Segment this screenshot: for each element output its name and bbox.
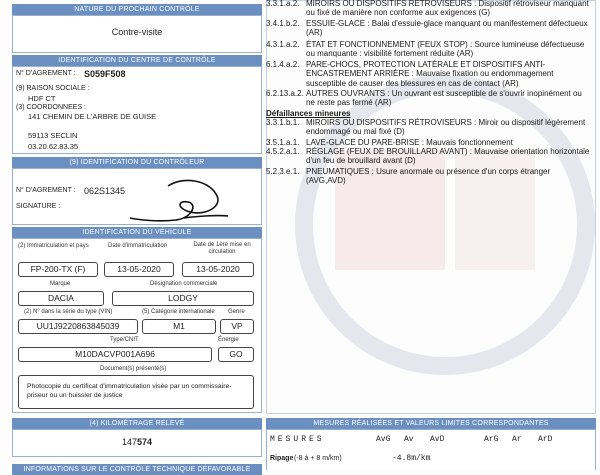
designation-value: LODGY	[112, 291, 254, 306]
controleur-agrement-label: N° D'AGREMENT :	[16, 187, 76, 194]
prochain-controle-header: NATURE DU PROCHAIN CONTRÔLE	[12, 4, 262, 15]
kilometrage-value	[122, 437, 152, 447]
mesures-col-avd: AvD	[430, 435, 445, 444]
type-label: Type/CNIT	[110, 337, 139, 343]
mineure-text: MIROIRS OU DISPOSITIFS RÉTROVISEURS : Miroir ou dispositif légèrement endommagé ou mal fixé (D)	[306, 118, 586, 137]
mineure-code: 4.5.2.a.1.	[266, 147, 300, 156]
documents-value: Photocopie du certificat d'immatriculation visée par un commissaire-priseur ou un huissier de justice	[18, 375, 254, 409]
defaut-code: 3.3.1.a.2.	[266, 0, 300, 8]
mesures-title: MESURES	[270, 435, 325, 444]
energie-label: Énergie	[218, 337, 239, 343]
mineure-text: LAVE-GLACE DU PARE-BRISE : Mauvais fonctionnement	[306, 138, 513, 147]
marque-value: DACIA	[18, 291, 104, 306]
genre-label: Genre	[228, 309, 245, 315]
defaut-item	[266, 40, 590, 59]
mesures-col-ard: ArD	[538, 435, 553, 444]
defaut-text: ESSUIE-GLACE : Balai d'essuie-glace manquant ou manifestement défectueux (AR)	[306, 19, 588, 38]
centre-agrement-label: N° D'AGREMENT :	[16, 70, 76, 77]
defaut-code: 6.2.13.a.2.	[266, 89, 304, 98]
mesures-col-avg: AvG	[376, 435, 391, 444]
defaut-item	[266, 60, 590, 88]
defaut-text: ÉTAT ET FONCTIONNEMENT (FEUX STOP) : Source lumineuse défectueuse ou manquante : visibilité fortement réduite (AR)	[306, 40, 585, 59]
defaut-text: AUTRES OUVRANTS : Un ouvrant est susceptible de s'ouvrir inopinément ou ne reste pas fermé (AR)	[306, 89, 582, 108]
mineure-code: 5.2.3.e.1.	[266, 167, 300, 176]
prochain-controle-value: Contre-visite	[111, 27, 163, 37]
ripage-range: (-8 à + 8 m/km)	[294, 455, 342, 462]
mineure-item	[266, 167, 590, 186]
ripage-label: Ripage	[270, 455, 294, 462]
genre-value: VP	[220, 319, 254, 334]
mineure-text: PNEUMATIQUES : Usure anormale ou présence d'un corps étranger (AVG,AVD)	[306, 167, 551, 186]
vin-label: (2) N° dans la série du type (VIN)	[24, 309, 113, 315]
centre-address: 141 CHEMIN DE L'ARBRE DE GUISE	[28, 112, 157, 121]
kilometrage-value-light: 147	[122, 437, 138, 447]
controleur-agrement-value: 062S1345	[84, 186, 126, 196]
defaut-item	[266, 0, 590, 18]
defaut-item	[266, 19, 590, 38]
vin-value: UU1J9220863845039	[18, 319, 138, 334]
categorie-value: M1	[142, 319, 216, 334]
kilometrage-header: (4) KILOMÉTRAGE RELEVÉ	[12, 418, 262, 429]
kilometrage-value-bold: 574	[137, 437, 153, 447]
date-first-label: Date de 1ère mise en circulation	[193, 242, 251, 255]
defaut-text: MIROIRS OU DISPOSITIFS RÉTROVISEURS : Dispositif rétroviseur manquant ou fixé de manière non conforme aux exigences (G)	[306, 0, 589, 18]
vehicule-header: IDENTIFICATION DU VÉHICULE	[12, 227, 262, 238]
ripage-value: -4.8m/km	[392, 454, 431, 463]
signature-drawing	[128, 172, 238, 224]
informations-header: INFORMATIONS SUR LE CONTRÔLE TECHNIQUE DÉFAVORABLE	[12, 464, 262, 475]
mineure-item	[266, 118, 590, 137]
centre-raison-label: (9) RAISON SOCIALE :	[16, 85, 90, 92]
defaut-code: 4.3.1.a.2.	[266, 40, 300, 49]
mineure-item	[266, 147, 590, 166]
mesures-col-ar: Ar	[512, 435, 522, 444]
mineures-title: Défaillances mineures	[266, 109, 351, 118]
controleur-signature-label: SIGNATURE :	[16, 203, 61, 210]
mineure-code: 3.3.1.b.1.	[266, 118, 300, 127]
categorie-label: (5) Catégorie internationale	[142, 309, 215, 315]
defaut-item	[266, 89, 590, 108]
date-immat-value: 13-05-2020	[104, 262, 174, 277]
type-value: M10DACVP001A696	[18, 347, 212, 362]
centre-raison-value: HDF CT	[28, 94, 56, 103]
centre-city: 59113 SECLIN	[28, 131, 78, 140]
immat-label: (2) Immatriculation et pays	[18, 243, 89, 249]
energie-value: GO	[218, 347, 254, 362]
defaut-code: 6.1.4.a.2.	[266, 60, 300, 69]
mineure-code: 3.5.1.a.1.	[266, 138, 300, 147]
mesures-header: MESURES RÉALISÉES ET VALEURS LIMITES CORRESPONDANTES	[266, 418, 596, 429]
defaut-text: PARE-CHOCS, PROTECTION LATÉRALE ET DISPOSITIFS ANTI-ENCASTREMENT ARRIÈRE : Mauvaise fixation ou endommagement susceptible de causer des blessures en cas de contact (AR)	[306, 60, 554, 88]
immat-value: FP-200-TX (F)	[18, 262, 98, 277]
centre-header: IDENTIFICATION DU CENTRE DE CONTRÔLE	[12, 55, 262, 66]
mesures-col-arg: ArG	[484, 435, 499, 444]
documents-label: Document(s) présenté(s)	[100, 366, 167, 372]
defaut-code: 3.4.1.b.2.	[266, 19, 300, 28]
centre-coord-label: (3) COORDONNEES :	[16, 104, 87, 111]
designation-label: Désignation commerciale	[150, 281, 218, 287]
centre-phone: 03.20.62.83.35	[28, 142, 79, 151]
mineure-item	[266, 138, 590, 147]
controleur-header: (9) IDENTIFICATION DU CONTRÔLEUR	[12, 157, 262, 168]
marque-label: Marque	[50, 281, 71, 287]
centre-agrement-value: S059F508	[84, 69, 126, 79]
mesures-col-av: Av	[404, 435, 414, 444]
mineure-text: RÉGLAGE (FEUX DE BROUILLARD AVANT) : Mauvaise orientation horizontale d'un feu de brouillard avant (D)	[306, 147, 590, 166]
date-immat-label: Date d'immatriculation	[108, 243, 168, 249]
date-first-value: 13-05-2020	[182, 262, 254, 277]
